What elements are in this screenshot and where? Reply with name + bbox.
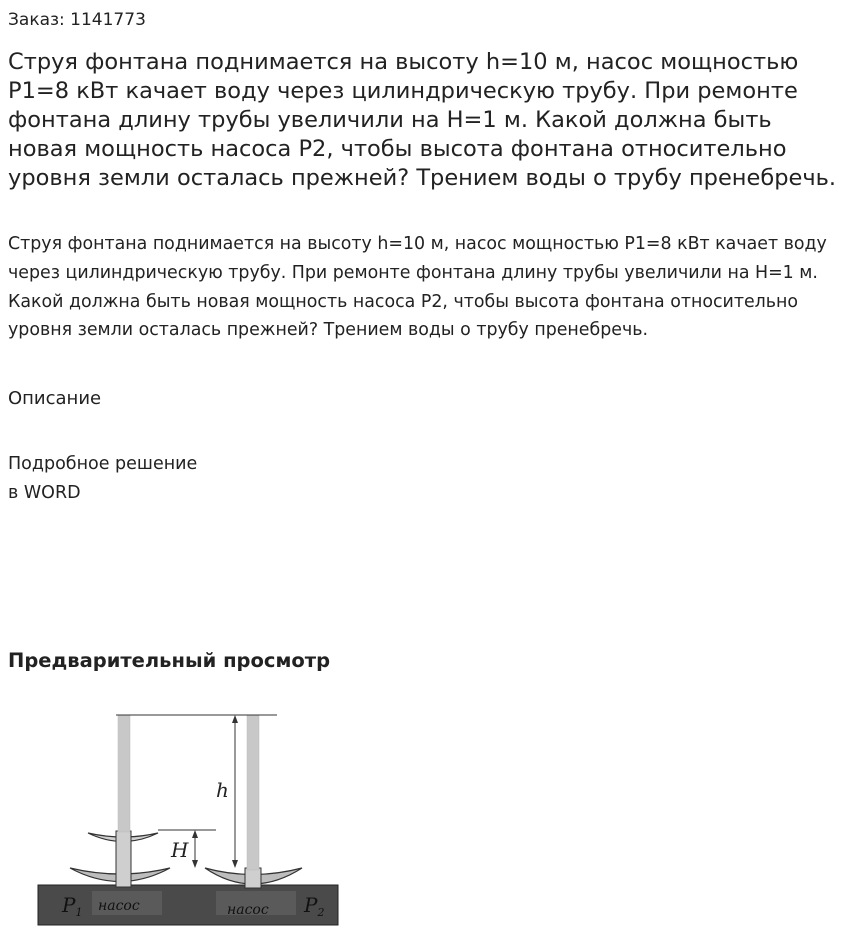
problem-title: Струя фонтана поднимается на высоту h=10 м, насос мощностью P1=8 кВт качает воду через цилиндрическую трубу. При ремонте фонтана длину трубы увеличили на H=1 м. Какой должна быть новая мощность насоса P2, чтобы высота фонтана относительно уровня земли осталась прежней? Трением воды о трубу пренебречь.	[8, 49, 837, 191]
description-line-solution: Подробное решение	[8, 454, 198, 474]
p2-label: $P_2$	[304, 893, 325, 919]
left-jet	[118, 715, 130, 832]
H-label: H	[171, 838, 189, 862]
pump-left-label: насос	[98, 898, 140, 914]
problem-text: Струя фонтана поднимается на высоту h=10 м, насос мощностью P1=8 кВт качает воду через цилиндрическую трубу. При ремонте фонтана длину трубы увеличили на H=1 м. Какой должна быть новая мощность насоса P2, чтобы высота фонтана относительно уровня земли осталась прежней? Трением воды о трубу пренебречь.	[8, 234, 827, 341]
p1-label: $P_1$	[62, 893, 83, 919]
preview-heading: Предварительный просмотр	[8, 649, 331, 672]
left-pipe	[116, 831, 131, 887]
h-label: h	[216, 778, 229, 802]
preview-figure	[30, 705, 350, 935]
order-number: Заказ: 1141773	[8, 10, 146, 30]
right-pipe	[245, 868, 261, 888]
pump-right-label: насос	[227, 902, 269, 918]
description-line-format: в WORD	[8, 483, 81, 503]
right-jet	[247, 715, 259, 870]
description-label: Описание	[8, 388, 102, 409]
description-content	[8, 450, 197, 508]
